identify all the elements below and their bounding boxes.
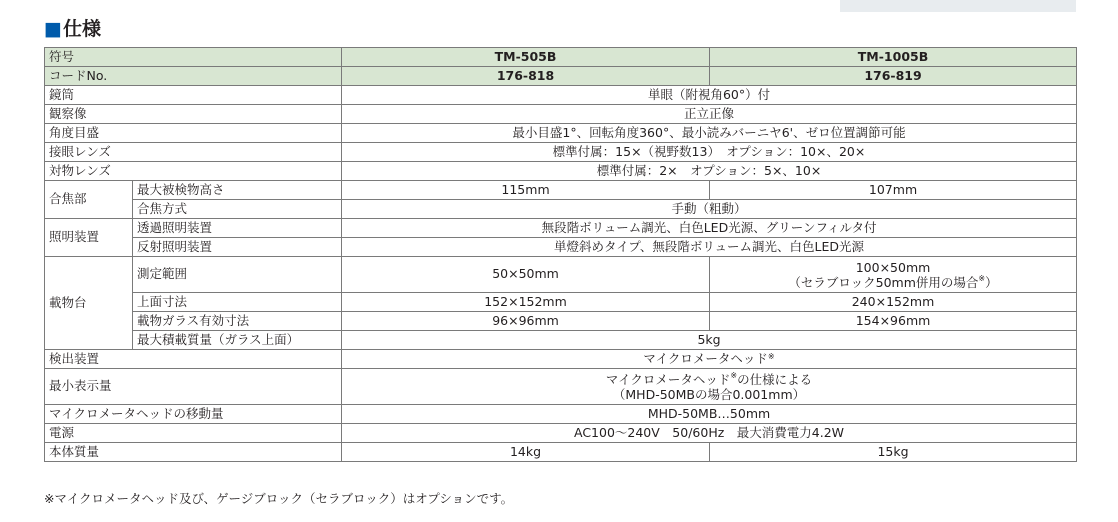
table-row [45, 162, 1077, 181]
range-line-1: 100×50mm [855, 259, 931, 275]
table-row [45, 350, 1077, 369]
row-label: 鏡筒 [45, 86, 342, 105]
table-row [45, 219, 1077, 238]
footnote: ※マイクロメータヘッド及び、ゲージブロック（セラブロック）はオプションです。 [44, 491, 514, 506]
row-value-1: 50×50mm [342, 257, 710, 293]
header-code-2: 176-819 [710, 67, 1077, 86]
row-value-1: 14kg [342, 443, 710, 462]
row-value [342, 350, 1077, 369]
footnote-mark: ※ [730, 370, 738, 380]
row-value: 手動（粗動） [342, 200, 1077, 219]
top-right-decor-bar [840, 0, 1076, 12]
table-row [45, 200, 1077, 219]
row-value: 正立正像 [342, 105, 1077, 124]
row-value: 最小目盛1°、回転角度360°、最小読みバーニヤ6'、ゼロ位置調節可能 [342, 124, 1077, 143]
row-value-2: 154×96mm [710, 312, 1077, 331]
row-value: 標準付属：15×（視野数13） オプション：10×、20× [342, 143, 1077, 162]
table-row [45, 48, 1077, 67]
row-label: 対物レンズ [45, 162, 342, 181]
row-label: 最大被検物高さ [133, 181, 342, 200]
min-display-text-b: の仕様による [737, 371, 813, 387]
row-label: 接眼レンズ [45, 143, 342, 162]
table-row [45, 369, 1077, 405]
row-value [342, 369, 1077, 405]
group-label: 合焦部 [45, 181, 133, 219]
table-row [45, 143, 1077, 162]
detector-text: マイクロメータヘッド [643, 350, 768, 366]
row-label: 透過照明装置 [133, 219, 342, 238]
row-label: マイクロメータヘッドの移動量 [45, 405, 342, 424]
table-row [45, 405, 1077, 424]
table-row [45, 293, 1077, 312]
table-row [45, 86, 1077, 105]
row-value-2: 240×152mm [710, 293, 1077, 312]
row-label: 測定範囲 [133, 257, 342, 293]
row-value: 単眼（附視角60°）付 [342, 86, 1077, 105]
section-title-text: 仕様 [62, 18, 101, 40]
min-display-line-2: （MHD-50MBの場合0.001mm） [612, 386, 806, 402]
row-value-1: 152×152mm [342, 293, 710, 312]
row-value-1: 115mm [342, 181, 710, 200]
row-label: 電源 [45, 424, 342, 443]
table-row [45, 124, 1077, 143]
row-value-2: 15kg [710, 443, 1077, 462]
row-label: 観察像 [45, 105, 342, 124]
row-label: 本体質量 [45, 443, 342, 462]
row-label: 上面寸法 [133, 293, 342, 312]
row-value: 標準付属：2× オプション：5×、10× [342, 162, 1077, 181]
group-label: 載物台 [45, 257, 133, 350]
row-label: 最大積載質量（ガラス上面） [133, 331, 342, 350]
table-row [45, 105, 1077, 124]
row-label: 合焦方式 [133, 200, 342, 219]
table-row [45, 312, 1077, 331]
group-label: 照明装置 [45, 219, 133, 257]
table-row [45, 443, 1077, 462]
row-value: 単燈斜めタイプ、無段階ボリューム調光、白色LED光源 [342, 238, 1077, 257]
section-title [44, 16, 101, 42]
row-value: 無段階ボリューム調光、白色LED光源、グリーンフィルタ付 [342, 219, 1077, 238]
spec-table [44, 47, 1077, 462]
header-label-code: コードNo. [45, 67, 342, 86]
table-row [45, 257, 1077, 293]
row-label: 角度目盛 [45, 124, 342, 143]
header-code-1: 176-818 [342, 67, 710, 86]
row-label: 検出装置 [45, 350, 342, 369]
min-display-text-a: マイクロメータヘッド [605, 371, 731, 387]
row-value-2 [710, 257, 1077, 293]
row-value-1: 96×96mm [342, 312, 710, 331]
min-display-line-1 [346, 372, 1072, 387]
footnote-mark: ※ [978, 273, 986, 283]
range-note-close: ） [985, 274, 998, 290]
header-model-2: TM-1005B [710, 48, 1077, 67]
table-row [45, 238, 1077, 257]
header-label-symbol: 符号 [45, 48, 342, 67]
row-label: 最小表示量 [45, 369, 342, 405]
row-value-2: 107mm [710, 181, 1077, 200]
row-label: 載物ガラス有効寸法 [133, 312, 342, 331]
range-line-2 [714, 275, 1072, 290]
row-value: AC100〜240V 50/60Hz 最大消費電力4.2W [342, 424, 1077, 443]
table-row [45, 331, 1077, 350]
table-row [45, 424, 1077, 443]
header-model-1: TM-505B [342, 48, 710, 67]
row-value: MHD-50MB…50mm [342, 405, 1077, 424]
footnote-mark: ※ [767, 351, 775, 361]
range-note-text: （セラブロック50mm併用の場合 [788, 274, 979, 290]
table-row [45, 67, 1077, 86]
table-row [45, 181, 1077, 200]
section-marker: ■ [44, 18, 62, 40]
row-label: 反射照明装置 [133, 238, 342, 257]
row-value: 5kg [342, 331, 1077, 350]
